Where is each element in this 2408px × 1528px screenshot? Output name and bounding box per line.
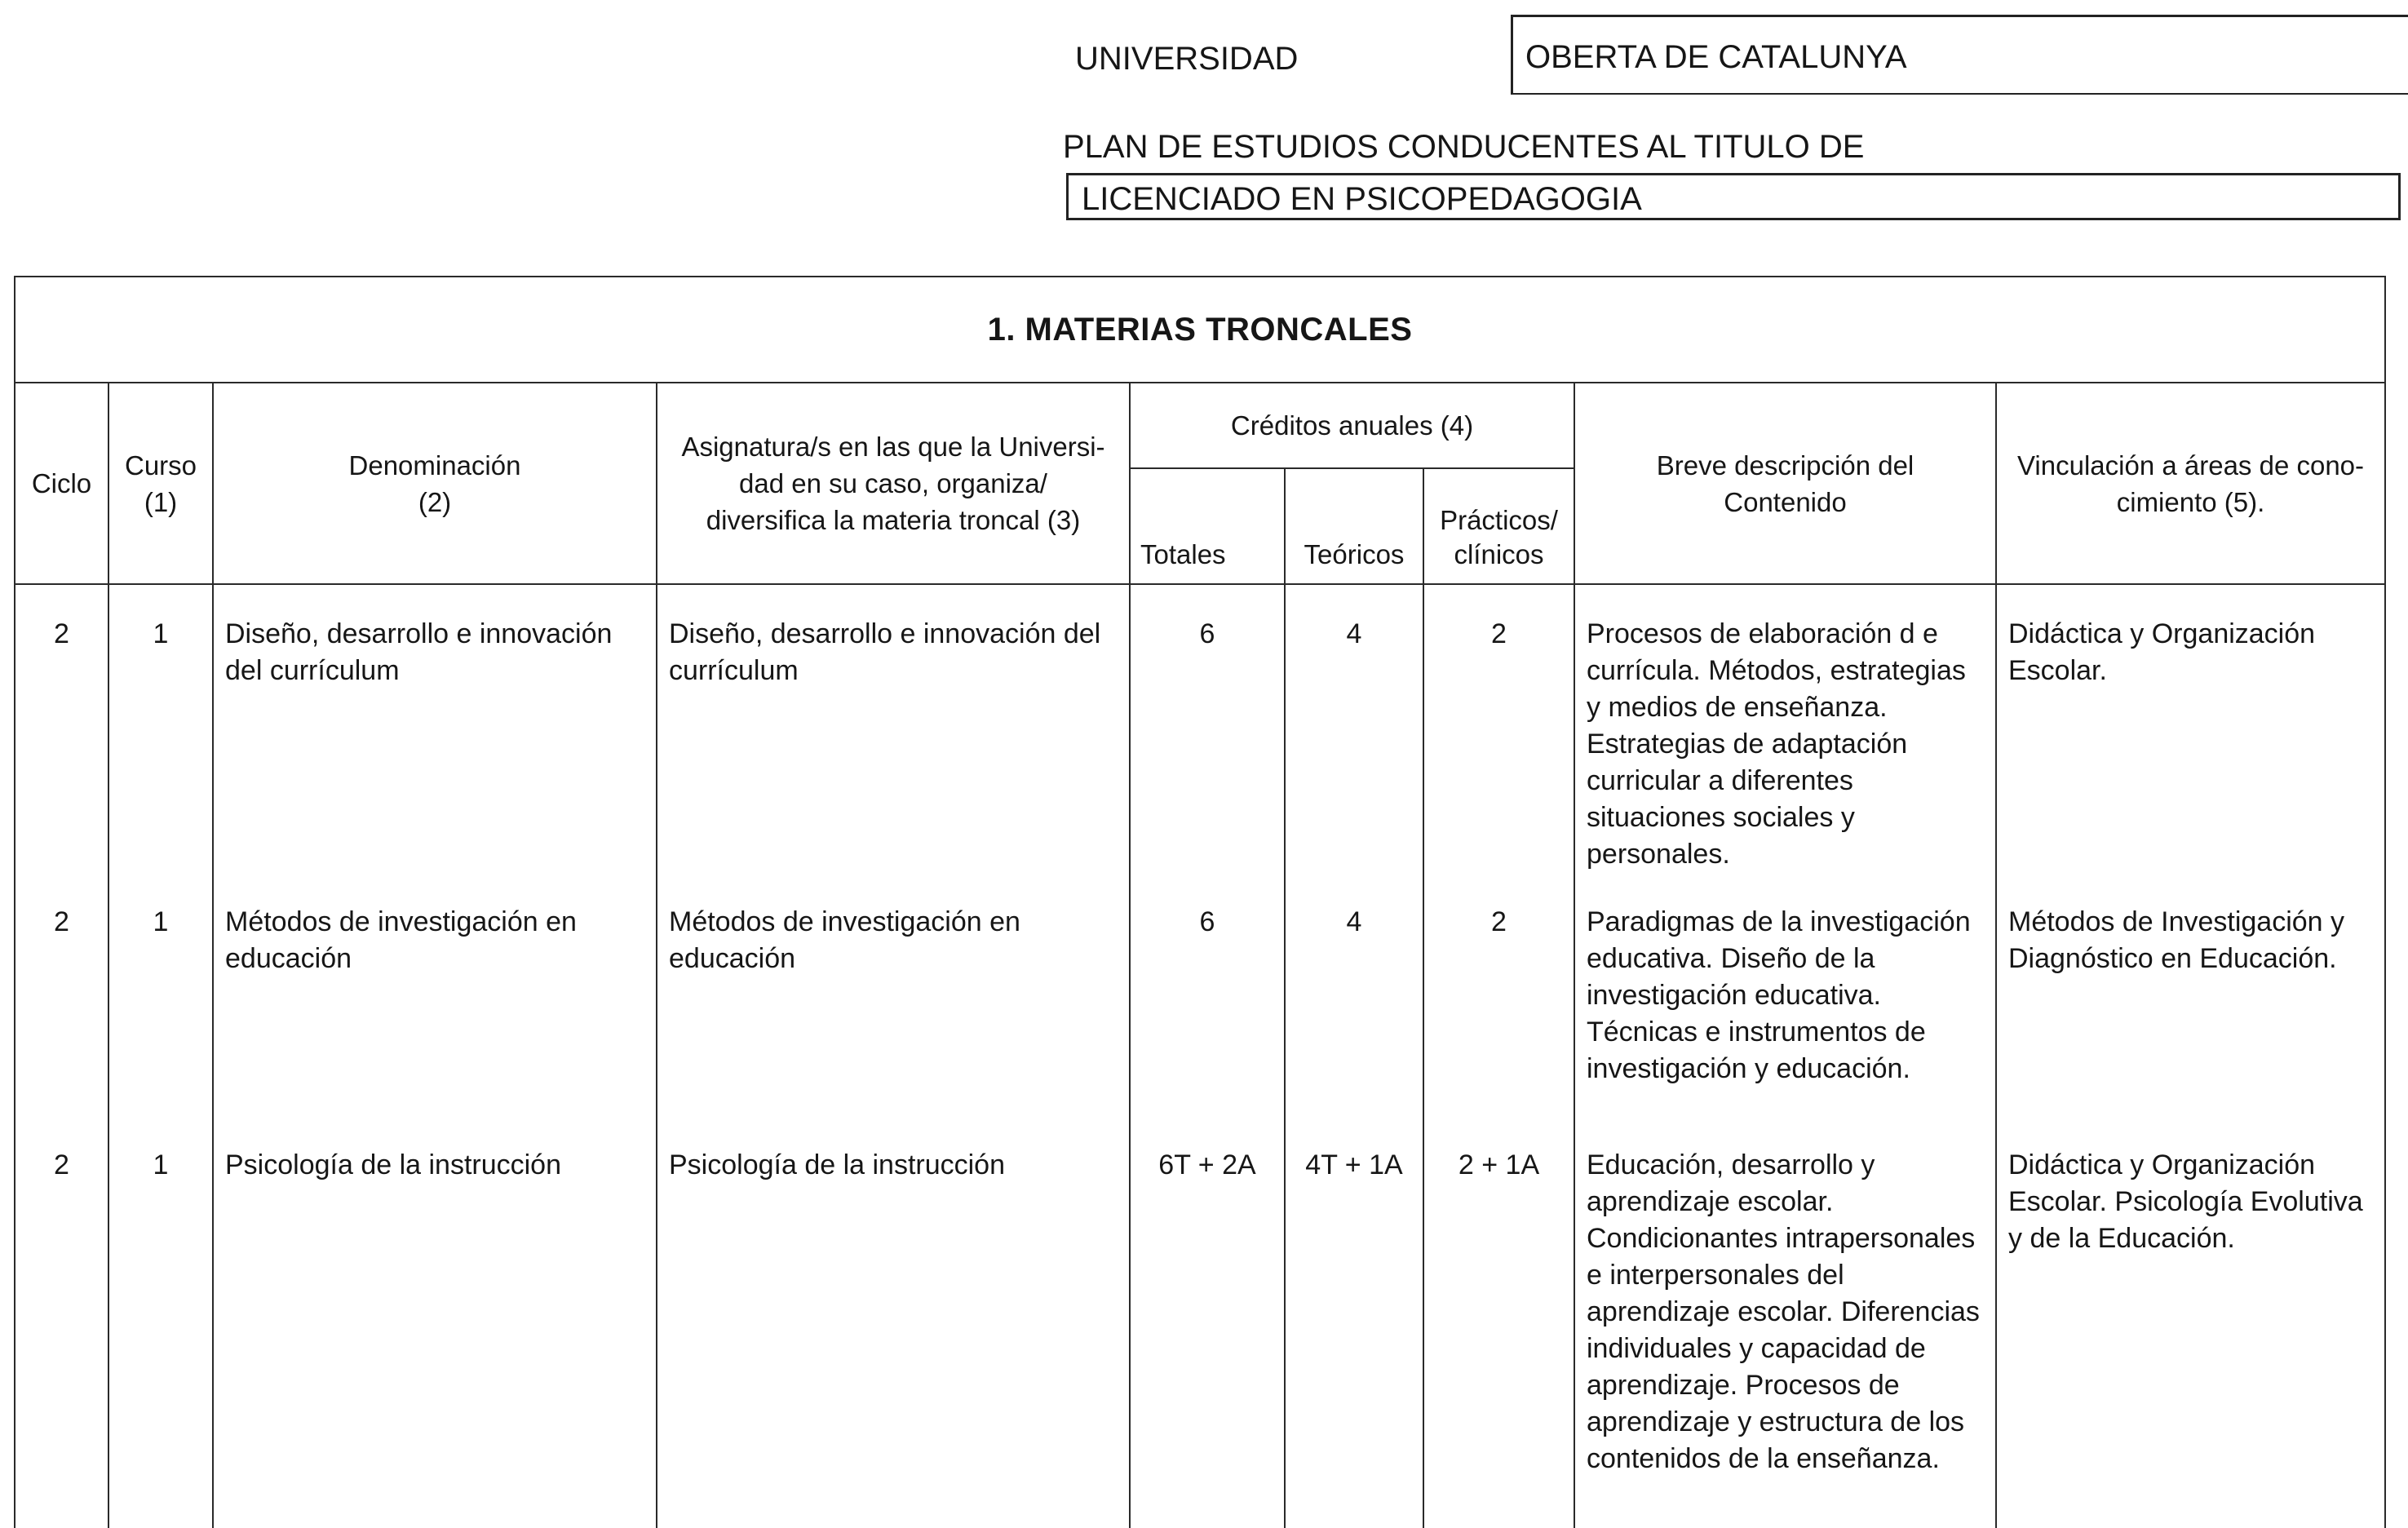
cell-curso: 1: [108, 584, 213, 873]
cell-descripcion: Procesos de elaboración d e currícula. Métodos, estrategias y medios de enseñanza. Estrategias de adaptación curricular a diferentes situaciones sociales y personales.: [1574, 584, 1996, 873]
cell-ciclo: 2: [15, 584, 108, 873]
cell-teoricos: 4T + 1A: [1285, 1116, 1423, 1528]
col-header-vinculacion: Vinculación a áreas de cono- cimiento (5).: [1996, 383, 2385, 584]
cell-curso: 1: [108, 1116, 213, 1528]
cell-totales: 6T + 2A: [1130, 1116, 1285, 1528]
col-header-curso: Curso (1): [108, 383, 213, 584]
table-row: [15, 1116, 2385, 1528]
university-value: OBERTA DE CATALUNYA: [1525, 39, 1907, 75]
cell-vinculacion: Didáctica y Organización Escolar. Psicología Evolutiva y de la Educación.: [1996, 1116, 2385, 1528]
cell-teoricos: 4: [1285, 873, 1423, 1116]
col-header-teoricos: Teóricos: [1285, 468, 1423, 584]
cell-asignatura: Métodos de investigación en educación: [657, 873, 1130, 1116]
plan-label: PLAN DE ESTUDIOS CONDUCENTES AL TITULO DE: [1063, 129, 1865, 165]
cell-totales: 6: [1130, 873, 1285, 1116]
col-header-creditos: Créditos anuales (4): [1130, 383, 1574, 468]
cell-ciclo: 2: [15, 873, 108, 1116]
table-row: [15, 584, 2385, 873]
col-header-totales: Totales: [1130, 468, 1285, 584]
cell-practicos: 2: [1423, 873, 1574, 1116]
cell-descripcion: Educación, desarrollo y aprendizaje escolar. Condicionantes intrapersonales e interpersonales del aprendizaje escolar. Diferencias individuales y capacidad de aprendizaje. Procesos de aprendizaje y estructura de los contenidos de la enseñanza.: [1574, 1116, 1996, 1528]
cell-vinculacion: Didáctica y Organización Escolar.: [1996, 584, 2385, 873]
cell-descripcion: Paradigmas de la investigación educativa. Diseño de la investigación educativa. Técnicas e instrumentos de investigación y educación.: [1574, 873, 1996, 1116]
col-header-asignaturas: Asignatura/s en las que la Universi- dad en su caso, organiza/ diversifica la materia troncal (3): [657, 383, 1130, 584]
cell-denominacion: Diseño, desarrollo e innovación del currículum: [213, 584, 657, 873]
cell-curso: 1: [108, 873, 213, 1116]
cell-asignatura: Psicología de la instrucción: [657, 1116, 1130, 1528]
cell-practicos: 2 + 1A: [1423, 1116, 1574, 1528]
cell-ciclo: 2: [15, 1116, 108, 1528]
col-header-descripcion: Breve descripción del Contenido: [1574, 383, 1996, 584]
table-row: [15, 873, 2385, 1116]
cell-denominacion: Psicología de la instrucción: [213, 1116, 657, 1528]
materias-troncales-table: [14, 276, 2386, 1528]
section-title: 1. MATERIAS TRONCALES: [15, 277, 2385, 383]
cell-totales: 6: [1130, 584, 1285, 873]
col-header-ciclo: Ciclo: [15, 383, 108, 584]
cell-practicos: 2: [1423, 584, 1574, 873]
cell-teoricos: 4: [1285, 584, 1423, 873]
university-label: UNIVERSIDAD: [1075, 41, 1299, 77]
col-header-practicos: Prácticos/ clínicos: [1423, 468, 1574, 584]
col-header-denominacion: Denominación (2): [213, 383, 657, 584]
cell-vinculacion: Métodos de Investigación y Diagnóstico en Educación.: [1996, 873, 2385, 1116]
degree-title: LICENCIADO EN PSICOPEDAGOGIA: [1082, 181, 1642, 217]
cell-denominacion: Métodos de investigación en educación: [213, 873, 657, 1116]
cell-asignatura: Diseño, desarrollo e innovación del currículum: [657, 584, 1130, 873]
